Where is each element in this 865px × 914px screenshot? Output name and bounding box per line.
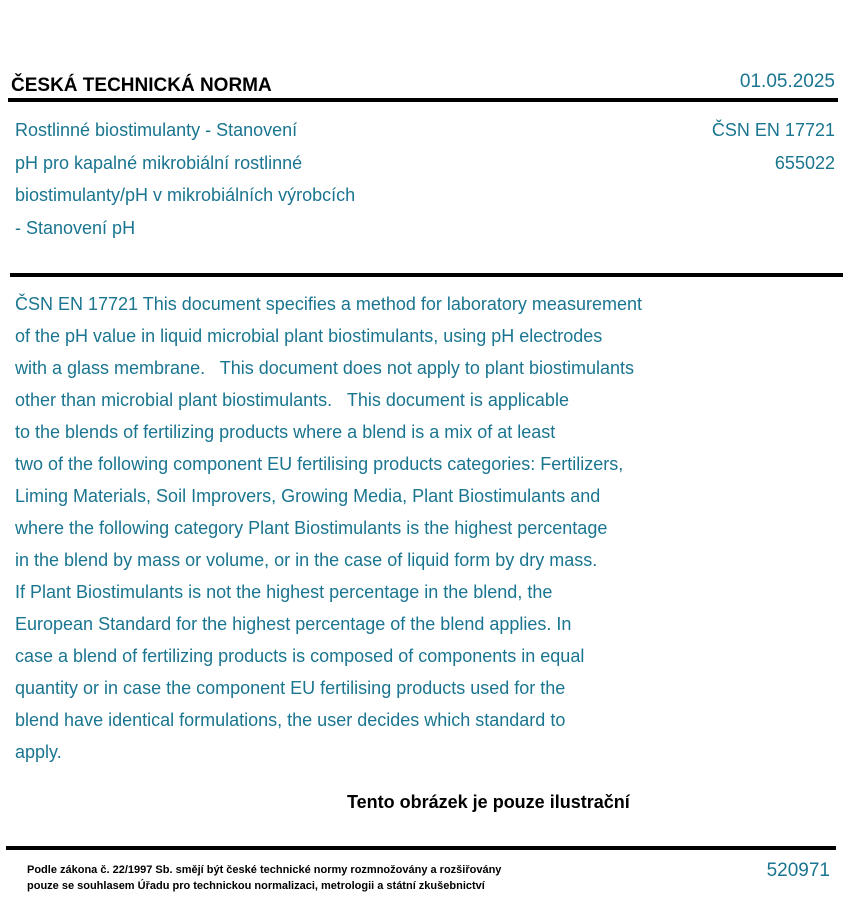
standard-title-line: - Stanovení pH — [15, 217, 136, 238]
abstract-text — [15, 288, 642, 768]
standard-title-line: biostimulanty/pH v mikrobiálních výrobcích — [15, 185, 356, 205]
abstract-line: two of the following component EU fertilising products categories: Fertilizers, — [15, 454, 624, 474]
top-divider — [8, 98, 838, 102]
illustration-note: Tento obrázek je pouze ilustrační — [347, 792, 630, 812]
abstract-line: quantity or in case the component EU fertilising products used for the — [15, 678, 566, 698]
legal-notice — [27, 862, 501, 894]
abstract-line: apply. — [15, 742, 62, 762]
standard-title — [15, 114, 355, 244]
standard-title-line: pH pro kapalné mikrobiální rostlinné — [15, 152, 303, 173]
norm-header-title: ČESKÁ TECHNICKÁ NORMA — [11, 75, 272, 96]
standard-title-line: Rostlinné biostimulanty - Stanovení — [15, 120, 298, 140]
publication-date: 01.05.2025 — [739, 71, 835, 92]
abstract-line: If Plant Biostimulants is not the highest percentage in the blend, the — [15, 582, 553, 602]
abstract-line: where the following category Plant Biostimulants is the highest percentage — [15, 518, 608, 538]
abstract-line: other than microbial plant biostimulants. This document is applicable — [15, 390, 569, 410]
legal-notice-line: Podle zákona č. 22/1997 Sb. smějí být české technické normy rozmnožovány a rozšiřovány — [27, 864, 502, 876]
middle-divider — [10, 273, 843, 277]
standard-identifiers — [712, 114, 835, 179]
abstract-line: in the blend by mass or volume, or in the case of liquid form by dry mass. — [15, 550, 598, 570]
abstract-line: to the blends of fertilizing products where a blend is a mix of at least — [15, 422, 556, 442]
standard-number: ČSN EN 17721 — [711, 120, 835, 140]
abstract-line: ČSN EN 17721 This document specifies a method for laboratory measurement — [15, 294, 642, 314]
abstract-line: European Standard for the highest percentage of the blend applies. In — [15, 614, 572, 634]
classification-code: 655022 — [774, 152, 835, 173]
abstract-line: case a blend of fertilizing products is composed of components in equal — [15, 646, 585, 666]
abstract-line: of the pH value in liquid microbial plant biostimulants, using pH electrodes — [15, 326, 603, 346]
abstract-line: Liming Materials, Soil Improvers, Growing Media, Plant Biostimulants and — [15, 486, 601, 506]
abstract-line: blend have identical formulations, the user decides which standard to — [15, 710, 566, 730]
bottom-divider — [6, 846, 836, 850]
legal-notice-line: pouze se souhlasem Úřadu pro technickou normalizaci, metrologii a státní zkušebnictví — [27, 880, 485, 892]
abstract-line: with a glass membrane. This document does not apply to plant biostimulants — [15, 358, 634, 378]
document-code: 520971 — [766, 860, 830, 881]
